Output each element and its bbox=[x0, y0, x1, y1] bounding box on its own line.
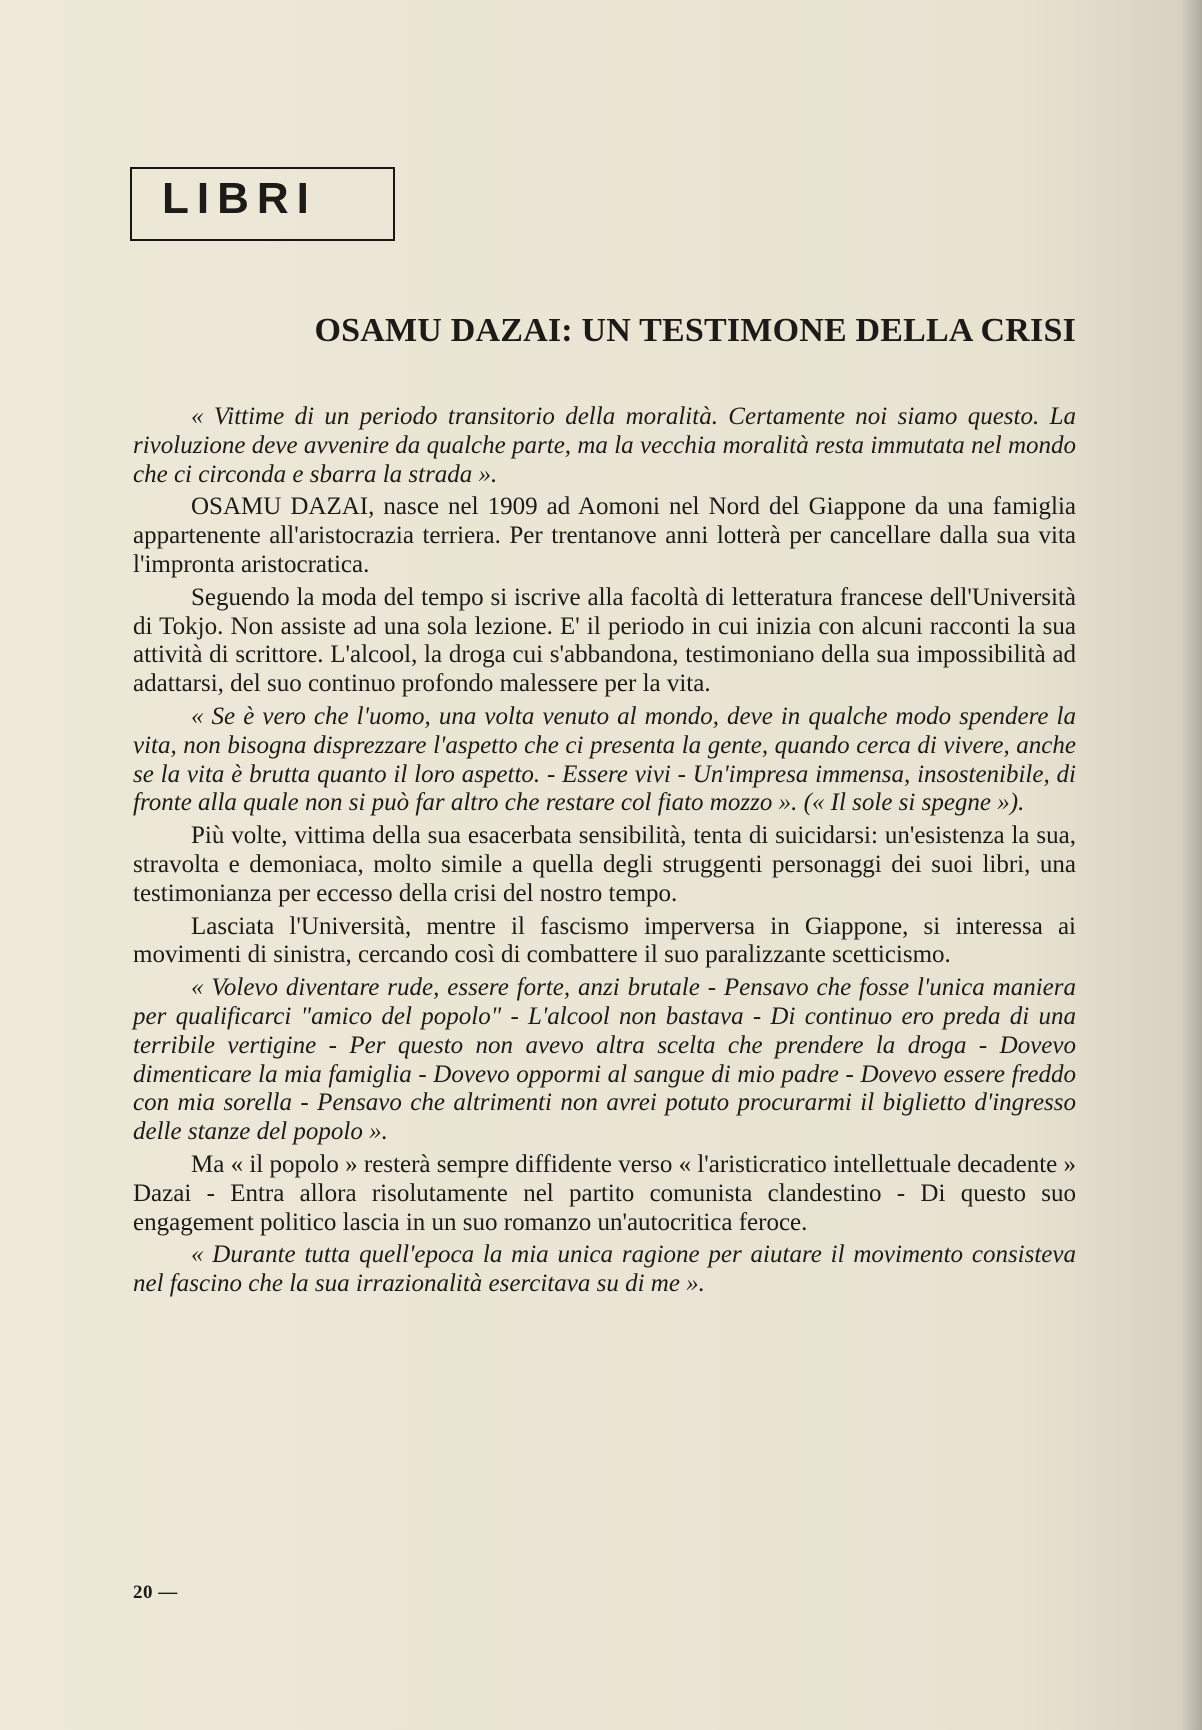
body-paragraph: Seguendo la moda del tempo si iscrive alla facoltà di letteratura francese dell'Università di Tokjo. Non assiste ad una sola lezione. E' il periodo in cui inizia con alcuni racconti la sua attività di scrittore. L'alcool, la droga cui s'abbandona, testimoniano della sua impossibilità ad adattarsi, del suo continuo profondo malessere per la vita. bbox=[133, 583, 1076, 698]
article-title: OSAMU DAZAI: UN TESTIMONE DELLA CRISI bbox=[314, 312, 1076, 349]
page-edge-shadow bbox=[1180, 0, 1202, 1730]
body-paragraph: Lasciata l'Università, mentre il fascismo imperversa in Giappone, si interessa ai movimenti di sinistra, cercando così di combattere il suo paralizzante scetticismo. bbox=[133, 912, 1076, 969]
body-paragraph: Ma « il popolo » resterà sempre diffidente verso « l'aristicratico intellettuale decadente » Dazai - Entra allora risolutamente nel partito comunista clandestino - Di questo suo engagement politico lascia in un suo romanzo un'autocritica feroce. bbox=[133, 1150, 1076, 1236]
quote-paragraph: « Durante tutta quell'epoca la mia unica ragione per aiutare il movimento consisteva nel fascino che la sua irrazionalità esercitava su di me ». bbox=[133, 1241, 1076, 1298]
section-header-box bbox=[130, 167, 395, 241]
body-paragraph: Più volte, vittima della sua esacerbata sensibilità, tenta di suicidarsi: un'esistenza la sua, stravolta e demoniaca, molto simile a quella degli struggenti personaggi dei suoi libri, una testimonianza per eccesso della crisi del nostro tempo. bbox=[133, 822, 1076, 907]
page-number: 20 — bbox=[133, 1582, 178, 1603]
article-body bbox=[133, 403, 1076, 1303]
epigraph-paragraph: « Vittime di un periodo transitorio della moralità. Certamente noi siamo questo. La rivoluzione deve avvenire da qualche parte, ma la vecchia moralità resta immutata nel mondo che ci circonda e sbarra la strada ». bbox=[133, 403, 1076, 488]
quote-paragraph: « Se è vero che l'uomo, una volta venuto al mondo, deve in qualche modo spendere la vita, non bisogna disprezzare l'aspetto che ci presenta la gente, quando cerca di vivere, anche se la vita è brutta quanto il loro aspetto. - Essere vivi - Un'impresa immensa, insostenibile, di fronte alla quale non si può far altro che restare col fiato mozzo ». (« Il sole si spegne »). bbox=[133, 702, 1076, 817]
quote-paragraph: « Volevo diventare rude, essere forte, anzi brutale - Pensavo che fosse l'unica maniera per qualificarci "amico del popolo" - L'alcool non bastava - Di continuo ero preda di una terribile vertigine - Per questo non avevo altra scelta che prendere la droga - Dovevo dimenticare la mia famiglia - Dovevo oppormi al sangue di mio padre - Dovevo essere freddo con mia sorella - Pensavo che altrimenti non avrei potuto procurarmi il biglietto d'ingresso delle stanze del popolo ». bbox=[133, 974, 1076, 1146]
body-paragraph: OSAMU DAZAI, nasce nel 1909 ad Aomoni nel Nord del Giappone da una famiglia appartenente all'aristocrazia terriera. Per trentanove anni lotterà per cancellare dalla sua vita l'impronta aristocratica. bbox=[133, 493, 1076, 578]
section-label: LIBRI bbox=[162, 174, 317, 223]
